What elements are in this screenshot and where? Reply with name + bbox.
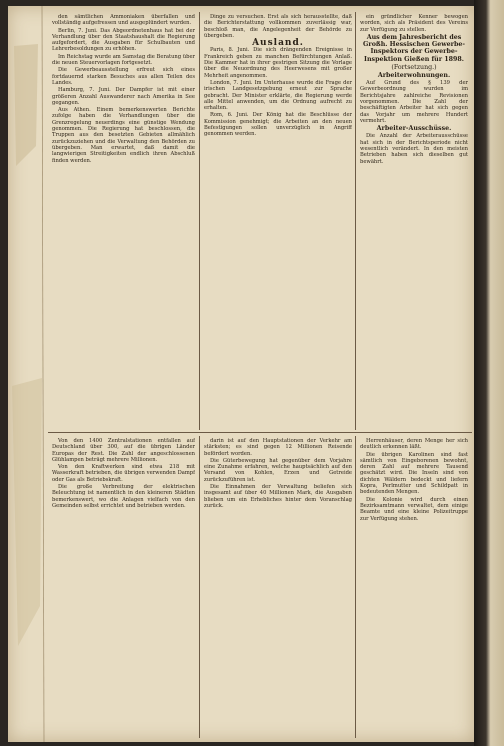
lower3-para: Herrenhäuser, deren Menge her sich deutlich erkennen läßt. <box>360 438 468 451</box>
lower2-para: Die Güterbewegung hat gegenüber dem Vorjahre eine Zunahme erfahren, welche hauptsächlich auf den Versand von Kohlen, Erzen und Getreide zurückzuführen ist. <box>204 457 352 483</box>
column-rule <box>199 12 200 430</box>
lower1-para: Von den Kraftwerken sind etwa 218 mit Wasserkraft betrieben, die übrigen verwenden Dampf oder Gas als Betriebskraft. <box>52 464 195 483</box>
column-2 <box>204 14 352 428</box>
col3-para: Die Anzahl der Arbeiterausschüsse hat sich in der Berichtsperiode nicht wesentlich verändert. In den meisten Betrieben haben sich dieselben gut bewährt. <box>360 133 468 165</box>
column-rule <box>355 12 356 430</box>
col2-para: Paris, 8. Juni. Die sich drängenden Ereignisse in Frankreich geben zu manchen Befürchtungen Anlaß. Die Kammer hat in ihrer gestrigen Sitzung die Vorlage über die Neuordnung des Heerwesens mit großer Mehrheit angenommen. <box>204 47 352 79</box>
col1-para: Berlin, 7. Juni. Das Abgeordnetenhaus hat bei der Verhandlung über den Staatshaushalt die Regierung aufgefordert, die Ausgaben für Schulbauten und Lehrerbesoldungen zu erhöhen. <box>52 27 195 53</box>
adjacent-page-edge <box>474 0 504 746</box>
lower2-para: darin ist auf den Hauptstationen der Verkehr am stärksten; es sind gegen 12 Millionen Reisende befördert worden. <box>204 438 352 457</box>
subheading-arbeiterwohnungen: Arbeiterwohnungen. <box>377 71 451 79</box>
section-rule <box>48 432 472 433</box>
margin-stains <box>8 6 48 742</box>
column-3 <box>360 14 468 428</box>
col1-para: Im Reichstag wurde am Samstag die Beratung über die neuen Steuervorlagen fortgesetzt. <box>52 53 195 67</box>
col1-para: Hamburg, 7. Juni. Der Dampfer ist mit einer größeren Anzahl Auswanderer nach Amerika in See gegangen. <box>52 87 195 106</box>
continuation-note: (Fortsetzung.) <box>391 63 437 71</box>
report-heading: Aus dem Jahresbericht des Großh. Hessischen Gewerbe-Inspektors der Gewerbe-Inspektion Gießen für 1898. <box>363 33 465 63</box>
section-heading-ausland: Ausland. <box>252 38 304 49</box>
lower3-para: Die übrigen Karolinen sind fast sämtlich von Eingeborenen bewohnt, deren Zahl auf mehrere Tausend geschätzt wird. Die Inseln sind von dichten Wäldern bedeckt und liefern Kopra, Perlmutter und Schildpatt in bedeutenden Mengen. <box>360 451 468 496</box>
col1-para: Die Gewerbeausstellung erfreut sich eines fortdauernd starken Besuches aus allen Teilen des Landes. <box>52 67 195 86</box>
col2-para: Dinge zu versuchen. Erst als sich herausstellte, daß die Berichterstattung vollkommen zuverlässig war, beschloß man, die Angelegenheit der Behörde zu übergeben. <box>204 14 352 39</box>
lower2-para: Die Einnahmen der Verwaltung beliefen sich insgesamt auf über 40 Millionen Mark, die Ausgaben blieben um ein Erhebliches hinter dem Voranschlag zurück. <box>204 484 352 509</box>
lower1-para: Von den 1400 Zentralstationen entfallen auf Deutschland über 300, auf die übrigen Länder Europas der Rest. Die Zahl der angeschlossenen Glühlampen beträgt mehrere Millionen. <box>52 438 195 463</box>
lower-column-1 <box>52 438 195 736</box>
column-rule <box>199 436 200 738</box>
col2-para: Rom, 6. Juni. Der König hat die Beschlüsse der Kommission genehmigt; die Arbeiten an den neuen Befestigungen sollen unverzüglich in Angriff genommen werden. <box>204 112 352 138</box>
column-1 <box>52 14 195 428</box>
subheading-arbeiter-ausschuesse: Arbeiter-Ausschüsse. <box>376 125 452 133</box>
lower1-para: Die große Verbreitung der elektrischen Beleuchtung ist namentlich in den kleineren Städten bemerkenswert, wo die Anlagen vielfach von den Gemeinden selbst errichtet und betrieben werden. <box>52 484 195 509</box>
col3-para: Auf Grund des § 139 der Gewerbeordnung wurden im Berichtsjahre zahlreiche Revisionen vorgenommen. Die Zahl der beschäftigten Arbeiter hat sich gegen das Vorjahr um mehrere Hundert vermehrt. <box>360 80 468 124</box>
col2-para: London, 7. Juni. Im Unterhause wurde die Frage der irischen Landgesetzgebung erneut zur Sprache gebracht. Der Minister erklärte, die Regierung werde alle Mittel anwenden, um die Ordnung aufrecht zu erhalten. <box>204 79 352 112</box>
lower-column-3 <box>360 438 468 736</box>
newspaper-page <box>8 6 474 742</box>
lower3-para: Die Kolonie wird durch einen Bezirksamtmann verwaltet, dem einige Beamte und eine kleine Polizeitruppe zur Verfügung stehen. <box>360 496 468 522</box>
col3-para: ein gründlicher Kenner bewogen worden, sich als Präsident des Vereins zur Verfügung zu stellen. <box>360 14 468 33</box>
column-rule <box>355 436 356 738</box>
lower-column-2 <box>204 438 352 736</box>
col1-para: den sämtlichen Ammoniaken überfallen und vollständig aufgefressen und ausgeplündert wurden. <box>52 14 195 27</box>
col1-para: Aus Athen. Einem bemerkenswerten Berichte zufolge haben die Verhandlungen über die Grenzregelung neuerdings eine günstige Wendung genommen. Die Regierung hat beschlossen, die Truppen aus den besetzten Gebieten allmählich zurückzuziehen und die Verwaltung den Behörden zu übergeben. Man erwartet, daß damit die langwierigen Streitigkeiten endlich ihren Abschluß finden werden. <box>52 107 195 164</box>
